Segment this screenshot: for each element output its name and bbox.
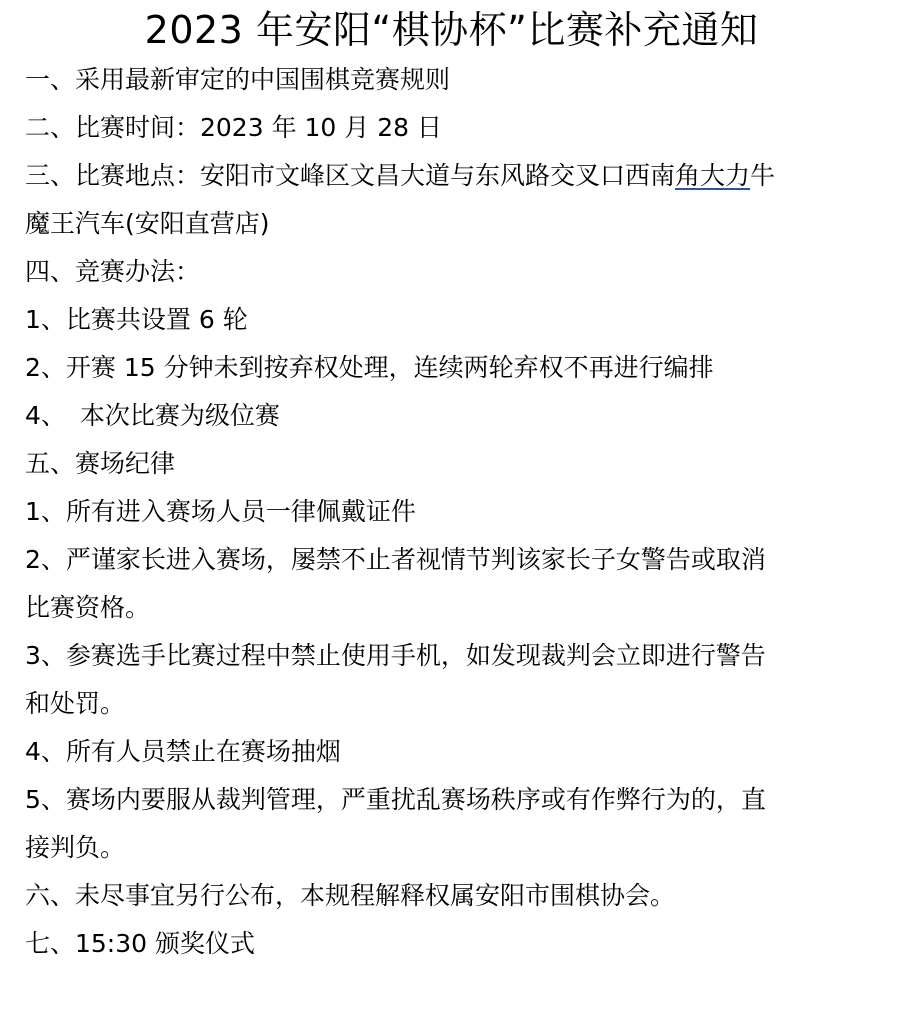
venue-text-before: 三、比赛地点：安阳市文峰区文昌大道与东风路交叉口西南 [25,161,676,190]
section-other-matters: 六、未尽事宜另行公布，本规程解释权属安阳市围棋协会。 [25,881,676,910]
item-number: 4、 [25,401,66,430]
method-item: 2、开赛 15 分钟未到按弃权处理，连续两轮弃权不再进行编排 [25,353,714,382]
method-item [25,392,878,440]
item-text: 本次比赛为级位赛 [79,401,280,430]
method-item: 1、比赛共设置 6 轮 [25,305,248,334]
venue-text-after: 牛 [750,161,776,190]
venue-line [25,152,878,200]
document-title: 2023 年安阳“棋协杯”比赛补充通知 [144,8,759,52]
section-heading-discipline: 五、赛场纪律 [25,449,176,478]
section-award-ceremony: 七、15:30 颁奖仪式 [25,929,255,958]
discipline-item-continued: 接判负。 [25,833,126,862]
venue-line-continued: 魔王汽车(安阳直营店) [25,209,270,238]
discipline-item-continued: 和处罚。 [25,689,126,718]
rule-line: 一、采用最新审定的中国围棋竞赛规则 [25,65,451,94]
document-body [25,56,878,968]
discipline-item: 4、所有人员禁止在赛场抽烟 [25,737,341,766]
underlined-text: 角大力 [675,161,751,190]
discipline-item: 1、所有进入赛场人员一律佩戴证件 [25,497,416,526]
time-line: 二、比赛时间：2023 年 10 月 28 日 [25,113,442,142]
discipline-item: 3、参赛选手比赛过程中禁止使用手机，如发现裁判会立即进行警告 [25,641,766,670]
discipline-item: 2、严谨家长进入赛场，屡禁不止者视情节判该家长子女警告或取消 [25,545,766,574]
section-heading-method: 四、竞赛办法： [25,257,201,286]
discipline-item: 5、赛场内要服从裁判管理，严重扰乱赛场秩序或有作弊行为的，直 [25,785,766,814]
discipline-item-continued: 比赛资格。 [25,593,151,622]
